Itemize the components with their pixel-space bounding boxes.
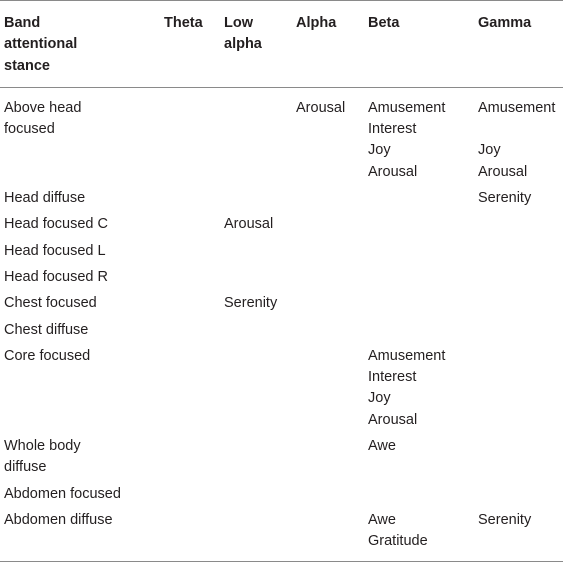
table-row	[0, 87, 563, 185]
cell-gamma	[474, 434, 563, 482]
cell-stance: Abdomen diffuse	[4, 511, 113, 528]
cell-beta: Amusement Interest Joy Arousal	[368, 347, 446, 428]
header-row	[0, 1, 563, 88]
header-text: Beta	[368, 15, 400, 31]
cell-alpha	[292, 434, 364, 482]
table-row	[0, 507, 563, 561]
cell-theta	[160, 186, 220, 212]
header-text: Gamma	[478, 15, 532, 31]
cell-beta: Awe	[368, 438, 396, 455]
cell-gamma	[474, 343, 563, 433]
cell-theta	[160, 507, 220, 561]
cell-alpha: Arousal	[296, 99, 346, 116]
cell-theta	[160, 212, 220, 238]
cell-gamma	[474, 291, 563, 317]
cell-alpha	[292, 343, 364, 433]
cell-beta	[364, 291, 474, 317]
cell-stance: Abdomen focused	[4, 485, 121, 502]
cell-theta	[160, 264, 220, 290]
cell-low-alpha	[220, 481, 292, 507]
header-theta	[160, 1, 220, 88]
cell-alpha	[292, 291, 364, 317]
table-body	[0, 87, 563, 561]
cell-stance: Chest focused	[4, 295, 97, 312]
cell-stance: Whole body diffuse	[4, 438, 81, 476]
table-row	[0, 343, 563, 433]
cell-low-alpha	[220, 343, 292, 433]
cell-beta	[364, 264, 474, 290]
header-text: Band	[4, 15, 41, 31]
cell-gamma	[474, 317, 563, 343]
header-low-alpha	[220, 1, 292, 88]
cell-low-alpha	[220, 264, 292, 290]
header-text: Theta	[164, 15, 203, 31]
header-gamma	[474, 1, 563, 88]
cell-stance: Head focused L	[4, 242, 106, 259]
cell-low-alpha: Serenity	[224, 295, 278, 312]
header-band-attentional-stance	[0, 1, 160, 88]
header-text: alpha	[224, 36, 262, 53]
table-row	[0, 481, 563, 507]
cell-theta	[160, 434, 220, 482]
cell-low-alpha	[220, 186, 292, 212]
cell-stance: Head focused R	[4, 268, 108, 285]
cell-beta: Amusement Interest Joy Arousal	[368, 99, 446, 180]
table-row	[0, 264, 563, 290]
cell-beta	[364, 212, 474, 238]
cell-stance: Above head focused	[4, 99, 82, 138]
header-alpha	[292, 1, 364, 88]
cell-alpha	[292, 186, 364, 212]
cell-low-alpha	[220, 434, 292, 482]
cell-alpha	[292, 238, 364, 264]
cell-theta	[160, 291, 220, 317]
cell-theta	[160, 343, 220, 433]
header-beta	[364, 1, 474, 88]
table-row	[0, 186, 563, 212]
cell-gamma	[474, 212, 563, 238]
cell-gamma: Serenity	[478, 511, 532, 528]
table-header	[0, 1, 563, 88]
cell-beta	[364, 186, 474, 212]
cell-alpha	[292, 212, 364, 238]
table-row	[0, 212, 563, 238]
table-row	[0, 434, 563, 482]
cell-beta: Awe Gratitude	[368, 511, 428, 550]
cell-gamma	[474, 481, 563, 507]
header-text: Alpha	[296, 15, 337, 31]
cell-theta	[160, 87, 220, 185]
cell-low-alpha	[220, 238, 292, 264]
header-text: Low	[224, 15, 253, 31]
cell-beta	[364, 317, 474, 343]
cell-alpha	[292, 507, 364, 561]
cell-low-alpha	[220, 87, 292, 185]
cell-theta	[160, 317, 220, 343]
cell-alpha	[292, 481, 364, 507]
cell-gamma	[474, 264, 563, 290]
table-row	[0, 291, 563, 317]
cell-gamma: Amusement Joy Arousal	[478, 99, 556, 180]
cell-stance: Head focused C	[4, 216, 108, 233]
cell-stance: Core focused	[4, 347, 91, 364]
cell-stance: Chest diffuse	[4, 321, 89, 338]
header-text: stance	[4, 57, 50, 74]
cell-gamma: Serenity	[478, 190, 532, 207]
cell-alpha	[292, 317, 364, 343]
cell-low-alpha	[220, 317, 292, 343]
header-text: attentional	[4, 36, 78, 53]
cell-beta	[364, 238, 474, 264]
cell-gamma	[474, 238, 563, 264]
table-row	[0, 317, 563, 343]
cell-theta	[160, 238, 220, 264]
cell-alpha	[292, 264, 364, 290]
cell-low-alpha: Arousal	[224, 216, 274, 233]
cell-stance: Head diffuse	[4, 190, 86, 207]
table-row	[0, 238, 563, 264]
cell-low-alpha	[220, 507, 292, 561]
cell-theta	[160, 481, 220, 507]
cell-beta	[364, 481, 474, 507]
